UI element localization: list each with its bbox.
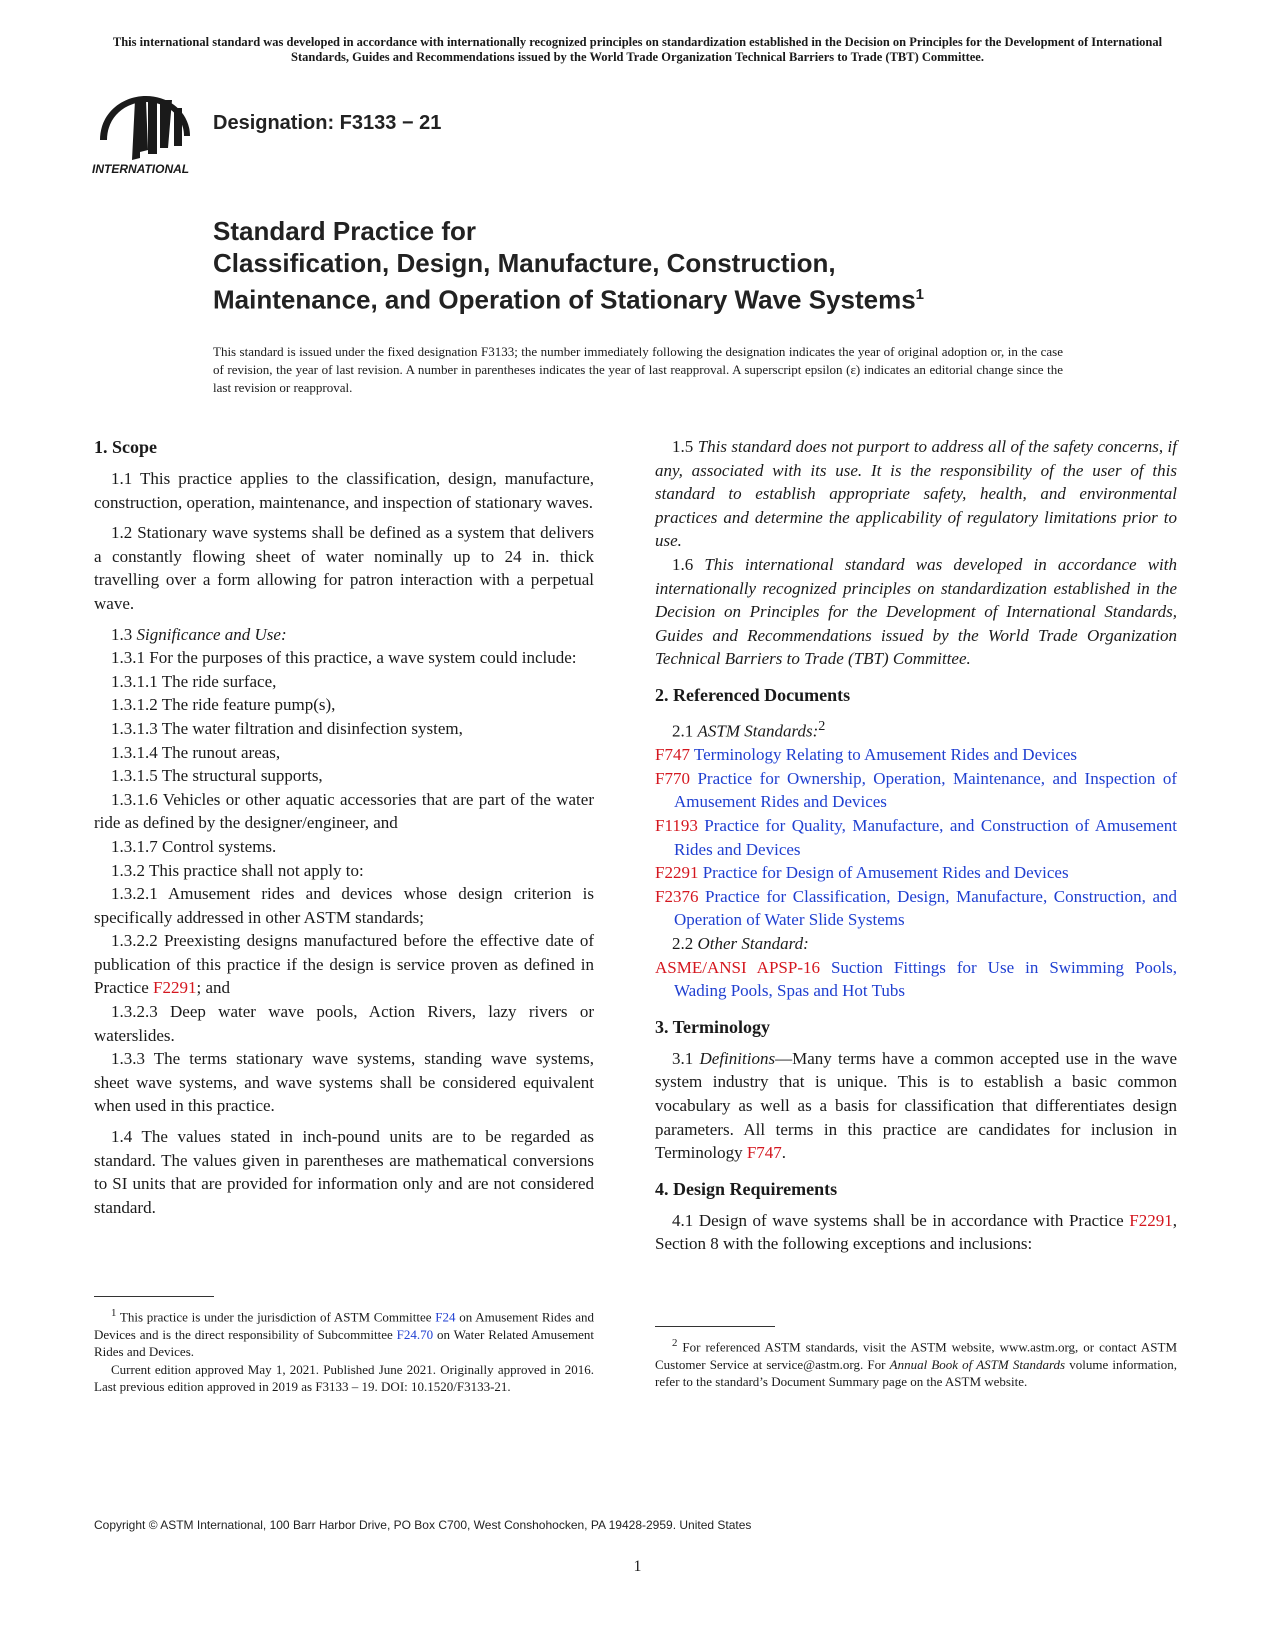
footnote-1 (94, 1296, 594, 1396)
reference-item[interactable]: F770 Practice for Ownership, Operation, Maintenance, and Inspection of Amusement Rides and Devices (655, 768, 1177, 812)
page-number: 1 (633, 1558, 642, 1575)
footnote-rule (655, 1326, 775, 1327)
ref-link-f747[interactable]: F747 (746, 1143, 782, 1163)
link-f24[interactable]: F24 (435, 1309, 456, 1325)
title-line-1: Standard Practice for (213, 216, 476, 246)
reference-item-other[interactable]: ASME/ANSI APSP-16 Suction Fittings for Use in Swimming Pools, Wading Pools, Spas and Hot Tubs (655, 957, 1177, 1001)
document-title (213, 215, 1213, 316)
section-design-requirements-heading: 4. Design Requirements (655, 1178, 838, 1199)
ref-link-f2291[interactable]: F2291 (1129, 1210, 1173, 1230)
list-item: 1.3.1.5 The structural supports, (111, 766, 323, 786)
reference-item[interactable]: F1193 Practice for Quality, Manufacture, and Construction of Amusement Rides and Devices (655, 815, 1177, 859)
footnote-2 (655, 1326, 1177, 1391)
para-1-3-1: 1.3.1 For the purposes of this practice, a wave system could include: (111, 648, 577, 668)
para-1-3-3: 1.3.3 The terms stationary wave systems, standing wave systems, sheet wave systems, and wave systems shall be considered equivalent when used in this practice. (94, 1049, 594, 1116)
section-scope-heading: 1. Scope (94, 437, 157, 457)
list-item: 1.3.1.7 Control systems. (111, 836, 277, 856)
para-1-3: 1.3 Significance and Use: (111, 624, 287, 644)
footnote-1-edition: Current edition approved May 1, 2021. Published June 2021. Originally approved in 2016. Last previous edition approved in 2019 as F3133 – 19. DOI: 10.1520/F3133-21. (94, 1361, 594, 1395)
para-2-1: 2.1 ASTM Standards:$^2$ (672, 717, 826, 741)
list-item: 1.3.1.3 The water filtration and disinfection system, (111, 718, 463, 738)
title-line-2: Classification, Design, Manufacture, Construction, (213, 248, 836, 278)
list-item: 1.3.1.4 The runout areas, (111, 742, 281, 762)
para-3-1: 3.1 Definitions—Many terms have a common accepted use in the wave system industry that is unique. This is to establish a basic common vocabulary as well as a basis for classification that differentiates design parameters. All terms in this practice are candidates for inclusion in Terminology F747. (655, 1048, 1177, 1163)
footnote-2-text: $^2$ For referenced ASTM standards, visit the ASTM website, www.astm.org, or contact ASTM Customer Service at service@astm.org. For Annual Book of ASTM Standards volume information, refer to the standard’s Document Summary page on the ASTM website. (655, 1337, 1177, 1390)
para-1-3-2: 1.3.2 This practice shall not apply to: (111, 860, 364, 880)
para-1-1: 1.1 This practice applies to the classification, design, manufacture, construction, operation, maintenance, and inspection of stationary waves. (94, 469, 594, 512)
issued-note: This standard is issued under the fixed designation F3133; the number immediately following the designation indicates the year of original adoption or, in the case of revision, the year of last revision. A number in parentheses indicates the year of last reapproval. A superscript epsilon (ε) indicates an editorial change since the last revision or reapproval. (213, 344, 1063, 395)
footnote-rule (94, 1296, 214, 1297)
logo-wordmark: INTERNATIONAL (92, 162, 190, 176)
reference-item[interactable]: F747 Terminology Relating to Amusement Rides and Devices (655, 745, 1078, 765)
top-note: This international standard was developed in accordance with internationally recognized principles on standardization established in the Decision on Principles for the Development of International Standards, Guides and Recommendations issued by the World Trade Organization Technical Barriers to Trade (TBT) Committee. (112, 35, 1163, 64)
reference-item[interactable]: F2291 Practice for Design of Amusement Rides and Devices (655, 863, 1069, 883)
footnote-1-text: $^1$ This practice is under the jurisdiction of ASTM Committee F24 on Amusement Rides and Devices and is the direct responsibility of Subcommittee F24.70 on Water Related Amusement Rides and Devices. (94, 1307, 594, 1360)
list-item: 1.3.1.1 The ride surface, (111, 671, 277, 691)
reference-item[interactable]: F2376 Practice for Classification, Design, Manufacture, Construction, and Operation of Water Slide Systems (655, 886, 1177, 930)
para-1-3-2-1: 1.3.2.1 Amusement rides and devices whose design criterion is specifically addressed in other ASTM standards; (94, 884, 594, 927)
left-column (94, 435, 594, 1219)
list-item: 1.3.1.2 The ride feature pump(s), (111, 695, 336, 715)
link-f24-70[interactable]: F24.70 (396, 1326, 434, 1342)
copyright: Copyright © ASTM International, 100 Barr Harbor Drive, PO Box C700, West Conshohocken, PA 19428-2959. United States (94, 1518, 752, 1532)
section-referenced-documents-heading: 2. Referenced Documents (655, 684, 851, 705)
para-2-2: 2.2 Other Standard: (672, 933, 809, 953)
ref-link-f2291[interactable]: F2291 (153, 978, 197, 998)
para-4-1: 4.1 Design of wave systems shall be in accordance with Practice F2291, Section 8 with the following exceptions and inclusions: (655, 1210, 1177, 1254)
para-1-2: 1.2 Stationary wave systems shall be defined as a system that delivers a constantly flowing sheet of water nominally up to 24 in. thick travelling over a form allowing for patron interaction with a perpetual wave. (94, 523, 594, 613)
para-1-3-2-2: 1.3.2.2 Preexisting designs manufactured before the effective date of publication of this practice if the design is service proven as defined in Practice F2291; and (94, 931, 594, 998)
designation: Designation: F3133 − 21 (213, 112, 442, 134)
para-1-6: 1.6 This international standard was developed in accordance with internationally recognized principles on standardization established in the Decision on Principles for the Development of International Standards, Guides and Recommendations issued by the World Trade Organization Technical Barriers to Trade (TBT) Committee. (655, 554, 1177, 669)
right-column (655, 435, 1177, 1256)
para-1-5: 1.5 This standard does not purport to address all of the safety concerns, if any, associated with its use. It is the responsibility of the user of this standard to establish appropriate safety, health, and environmental practices and determine the applicability of regulatory limitations prior to use. (655, 437, 1177, 551)
astm-logo (90, 88, 202, 178)
para-1-3-2-3: 1.3.2.3 Deep water wave pools, Action Rivers, lazy rivers or waterslides. (94, 1002, 594, 1045)
title-line-3: Maintenance, and Operation of Stationary Wave Systems$^1$ (213, 284, 925, 315)
para-1-4: 1.4 The values stated in inch-pound units are to be regarded as standard. The values given in parentheses are mathematical conversions to SI units that are provided for information only and are not considered standard. (94, 1127, 594, 1217)
list-item: 1.3.1.6 Vehicles or other aquatic accessories that are part of the water ride as defined by the designer/engineer, and (94, 789, 594, 833)
section-terminology-heading: 3. Terminology (655, 1016, 771, 1037)
title-footnote-mark: 1 (915, 286, 925, 303)
